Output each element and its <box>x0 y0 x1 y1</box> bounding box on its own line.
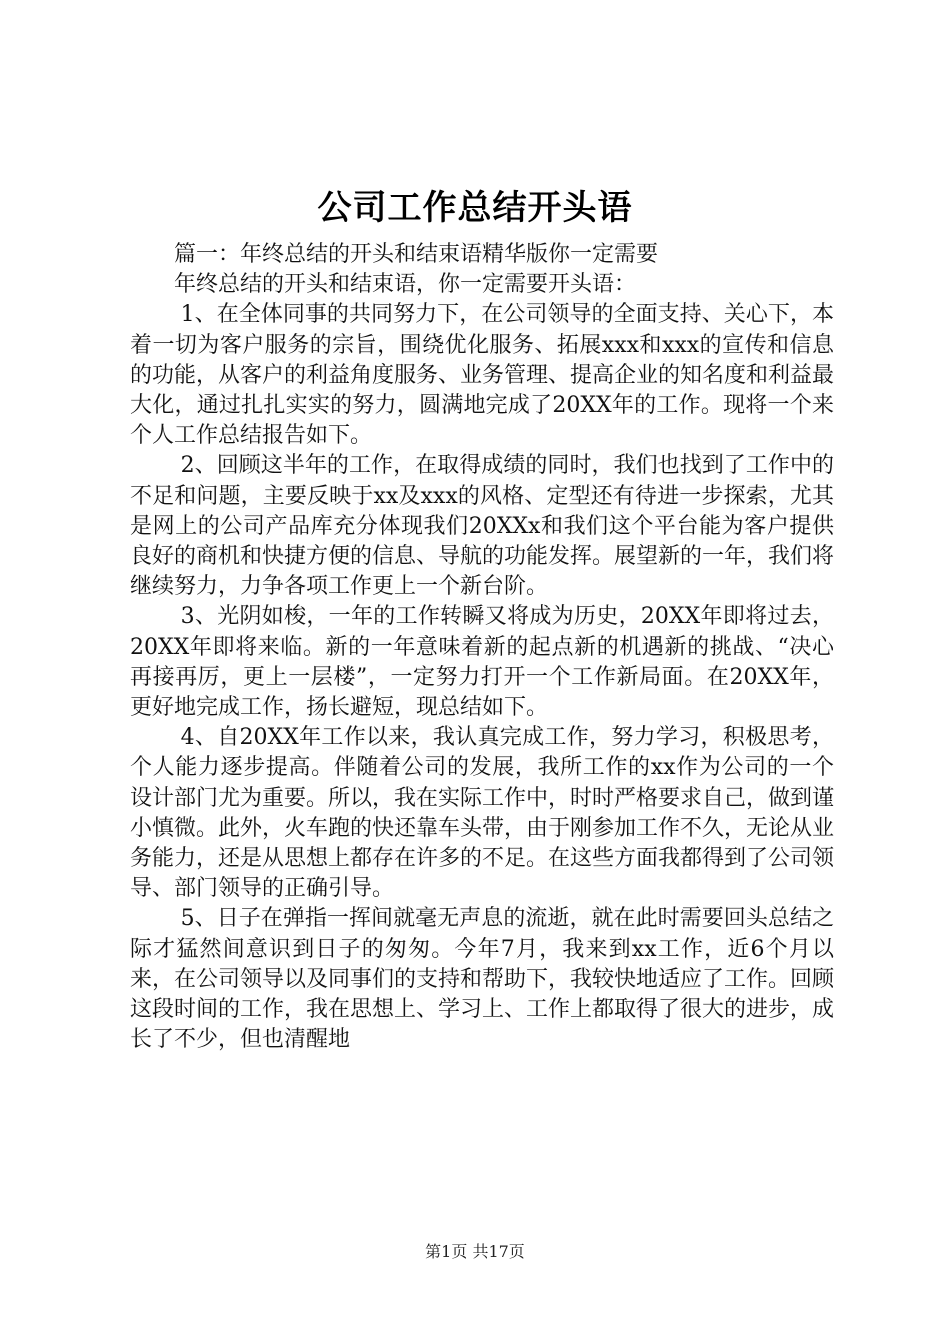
paragraph-1: 1、在全体同事的共同努力下，在公司领导的全面支持、关心下，本着一切为客户服务的宗旨，围绕优化服务、拓展xxx和xxx的宣传和信息的功能，从客户的利益角度服务、业务管理、提高企业的知名度和利益最大化，通过扎扎实实的努力，圆满地完成了20XX年的工作。现将一个来个人工作总结报告如下。 <box>130 302 835 449</box>
paragraph-5: 5、日子在弹指一挥间就毫无声息的流逝，就在此时需要回头总结之际才猛然间意识到日子的匆匆。今年7月，我来到xx工作，近6个月以来，在公司领导以及同事们的支持和帮助下，我较快地适应了工作。回顾这段时间的工作，我在思想上、学习上、工作上都取得了很大的进步，成长了不少，但也清醒地 <box>130 906 835 1053</box>
paragraph-heading-2: 年终总结的开头和结束语，你一定需要开头语： <box>174 272 637 298</box>
paragraph-heading-1: 篇一：年终总结的开头和结束语精华版你一定需要 <box>174 242 659 267</box>
document-title: 公司工作总结开头语 <box>317 188 633 228</box>
document-body <box>130 240 834 1055</box>
paragraph-2: 2、回顾这半年的工作，在取得成绩的同时，我们也找到了工作中的不足和问题，主要反映于xx及xxx的风格、定型还有待进一步探索，尤其是网上的公司产品库充分体现我们20XXx和我们这个平台能为客户提供良好的商机和快捷方便的信息、导航的功能发挥。展望新的一年，我们将继续努力，力争各项工作更上一个新台阶。 <box>130 453 835 600</box>
page-footer: 第1页 共17页 <box>425 1242 525 1261</box>
paragraph-4: 4、自20XX年工作以来，我认真完成工作，努力学习，积极思考，个人能力逐步提高。伴随着公司的发展，我所工作的xx作为公司的一个设计部门尤为重要。所以，我在实际工作中，时时严格要求自己，做到谨小慎微。此外，火车跑的快还靠车头带，由于刚参加工作不久，无论从业务能力，还是从思想上都存在许多的不足。在这些方面我都得到了公司领导、部门领导的正确引导。 <box>130 725 835 902</box>
paragraph-3: 3、光阴如梭，一年的工作转瞬又将成为历史，20XX年即将过去，20XX年即将来临。新的一年意味着新的起点新的机遇新的挑战、“决心再接再厉，更上一层楼”，一定努力打开一个工作新局面。在20XX年，更好地完成工作，扬长避短，现总结如下。 <box>130 604 834 721</box>
